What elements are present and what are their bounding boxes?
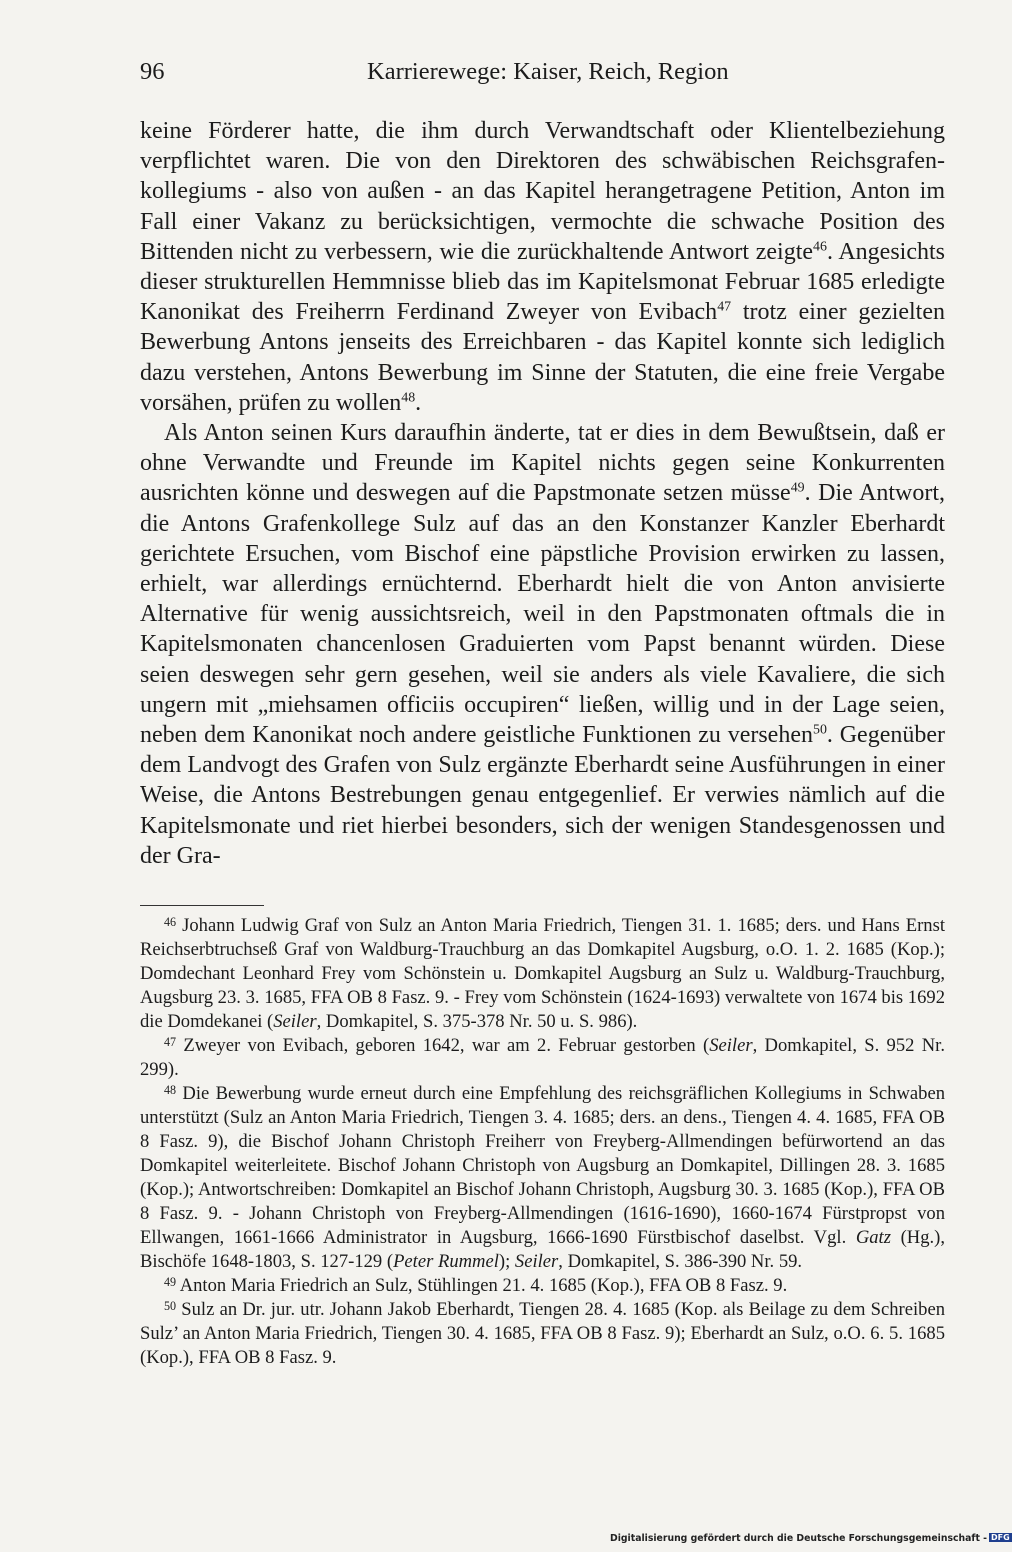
text-run: Als Anton seinen Kurs daraufhin änderte, tat er dies in dem Bewußtsein, daß er ohne Verwandte und Freunde im Kapitel nichts gegen seine Konkurrenten ausrichten könne und deswegen auf die Papstmonate setzen müsse [140,420,945,507]
running-header [140,58,945,94]
digitization-footer [610,1533,1010,1547]
footnote-text: Zweyer von Evibach, geboren 1642, war am 2. Februar gestorben ( [176,1035,710,1056]
footnote-text: Sulz an Dr. jur. utr. Johann Jakob Eberhardt, Tiengen 28. 4. 1685 (Kop. als Beilage zu dem Schreiben Sulz’ an Anton Maria Friedrich, Tiengen 30. 4. 1685, FFA OB 8 Fasz. 9); Eberhardt an Sulz, o.O. 6. 5. 1685 (Kop.), FFA OB 8 Fasz. 9. [140,1299,945,1368]
author-name: Seiler [709,1035,753,1056]
footnote [140,1298,945,1370]
text-run: . Angesichts dieser strukturellen Hemmnisse blieb das im Kapitelsmonat Februar 1685 erledigte Kanonikat des Freiherrn Ferdinand Zweyer von Evibach [140,238,946,326]
footnote [140,1034,945,1082]
dfg-logo: DFG [991,1533,1010,1542]
author-name: Seiler [273,1011,317,1032]
author-name: Seiler [514,1251,559,1272]
text-run: . Gegenüber dem Landvogt des Grafen von Sulz ergänzte Eberhardt seine Ausführungen in einer Weise, die Antons Bestrebungen genau entgegenlief. Er verwies nämlich auf die Kapitelsmonate und riet hierbei besonders, sich der wenigen Standesgenossen und der Gra- [140,722,946,869]
footnote-ref: 47 [717,299,732,315]
footnote-ref: 46 [813,239,827,255]
text-run: . [415,389,422,416]
author-name: Peter Rummel [393,1251,499,1272]
text-run: trotz einer gezielten Bewerbung Antons jenseits des Erreichbaren - das Kapitel konnte sich lediglich dazu verstehen, Antons Bewerbung im Sinne der Statuten, die eine freie Vergabe vorsähen, prüfen zu wollen [140,299,945,416]
footnote [140,1082,945,1274]
running-title: Karrierewege: Kaiser, Reich, Region [367,58,729,85]
text-run: . Die Antwort, die Antons Grafenkollege Sulz auf das an den Konstanzer Kanzler Eberhardt gerichtete Ersuchen, vom Bischof eine päpstliche Provision erwirken zu lassen, erhielt, war allerdings ernüchternd. Eberhardt hielt die von Anton anvisierte Alternative für wenig aussichtsreich, weil in den Papstmonaten oftmals die in Kapitelsmonaten chancenlosen Graduierten vom Papst benannt würden. Diese seien deswegen sehr gern gesehen, weil sie anders als viele Kavaliere, die sich ungern mit „miehsamen officiis occupiren“ ließen, willig und in der Lage seien, neben dem Kanonikat noch andere geistliche Funktionen zu versehen [140,480,946,749]
page-number: 96 [140,58,165,85]
footnote-ref: 48 [401,390,416,406]
footnote-text: , Domkapitel, S. 375-378 Nr. 50 u. S. 986). [316,1011,638,1032]
footnote-text: , Domkapitel, S. 386-390 Nr. 59. [558,1251,803,1272]
footnote-text: ); [498,1251,515,1272]
main-text [140,116,945,871]
footnote-number: 46 [164,915,177,930]
footnote-text: Johann Ludwig Graf von Sulz an Anton Maria Friedrich, Tiengen 31. 1. 1685; ders. und Hans Ernst Reichserbtruchseß Graf von Waldburg-Trauchburg an das Domkapitel Augsburg, o.O. 1. 2. 1685 (Kop.); Domdechant Leonhard Frey vom Schönstein u. Domkapitel Augsburg an Sulz u. Waldburg-Trauchburg, Augsburg 23. 3. 1685, FFA OB 8 Fasz. 9. - Frey vom Schönstein (1624-1693) verwaltete von 1674 bis 1692 die Domdekanei ( [140,915,945,1032]
footnote-separator [140,905,264,906]
footnote-ref: 50 [813,722,827,738]
author-name: Gatz [855,1227,891,1248]
paragraph [140,116,945,418]
footnote [140,914,945,1034]
footnote-number: 47 [164,1035,177,1050]
footer-text: Digitalisierung gefördert durch die Deutsche Forschungsgemeinschaft - [610,1533,987,1544]
footnote-number: 50 [164,1299,177,1314]
footnote-ref: 49 [790,480,805,496]
footnote-text: (Hg.), Bischöfe 1648-1803, S. 127-129 ( [140,1227,945,1272]
footnote [140,1274,945,1298]
footnote-number: 48 [164,1083,177,1098]
footnote-number: 49 [164,1275,177,1290]
text-run: keine Förderer hatte, die ihm durch Verwandtschaft oder Klientelbeziehung verpflichtet waren. Die von den Direktoren des schwäbischen Reichsgrafenkollegiums - also von außen - an das Kapitel herangetragene Petition, Anton im Fall einer Vakanz zu berücksichtigen, vermochte die schwache Position des Bittenden nicht zu verbessern, wie die zurückhaltende Antwort zeigte [140,118,945,265]
paragraph [140,418,945,871]
footnote-text: , Domkapitel, S. 952 Nr. 299). [140,1035,945,1080]
footnote-text: Anton Maria Friedrich an Sulz, Stühlingen 21. 4. 1685 (Kop.), FFA OB 8 Fasz. 9. [176,1275,788,1296]
footnote-text: Die Bewerbung wurde erneut durch eine Empfehlung des reichsgräflichen Kollegiums in Schwaben unterstützt (Sulz an Anton Maria Friedrich, Tiengen 3. 4. 1685; ders. an dens., Tiengen 4. 4. 1685, FFA OB 8 Fasz. 9), die Bischof Johann Christoph Freiherr von Freyberg-Allmendingen befürwortend an das Domkapitel weiterleitete. Bischof Johann Christoph von Augsburg an Domkapitel, Dillingen 28. 3. 1685 (Kop.); Antwortschreiben: Domkapitel an Bischof Johann Christoph, Augsburg 30. 3. 1685 (Kop.), FFA OB 8 Fasz. 9. - Johann Christoph von Freyberg-Allmendingen (1616-1690), 1660-1674 Fürstpropst von Ellwangen, 1661-1666 Administrator in Augsburg, 1666-1690 Fürstbischof daselbst. Vgl. [140,1083,945,1248]
footnotes [140,914,945,1370]
